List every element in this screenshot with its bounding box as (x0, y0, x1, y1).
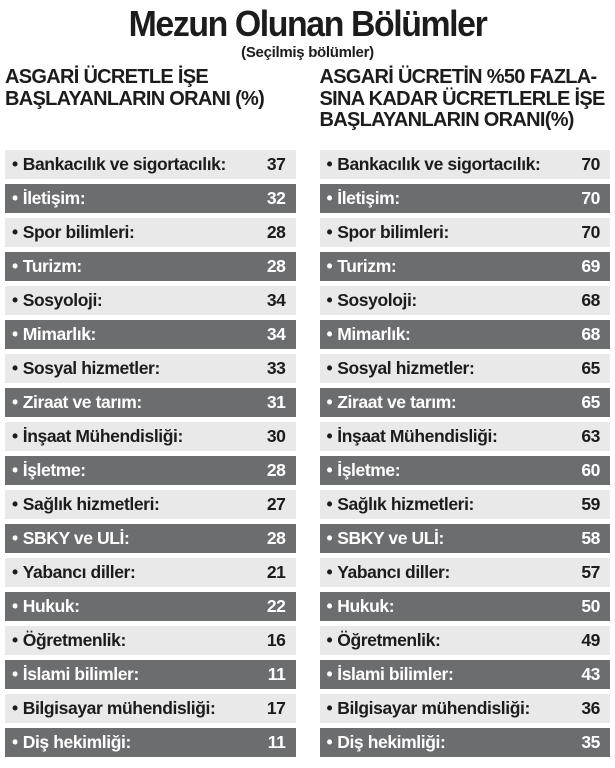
row-value: 63 (581, 426, 600, 446)
row-value: 11 (267, 664, 286, 684)
row-value: 57 (581, 562, 600, 582)
bullet-icon: • (12, 290, 18, 310)
row-value: 32 (266, 188, 286, 208)
bullet-icon: • (12, 528, 18, 548)
row-label: Sosyoloji: (337, 290, 417, 310)
row-label: Hukuk: (337, 596, 395, 616)
table-row (5, 524, 296, 553)
row-value: 17 (266, 698, 286, 718)
table-row (5, 320, 296, 349)
row-value: 34 (266, 324, 286, 344)
row-label: Ziraat ve tarım: (337, 392, 457, 412)
column-header-line: ASGARİ ÜCRETLE İŞE (5, 66, 208, 88)
table-row (5, 388, 296, 417)
bullet-icon: • (12, 562, 18, 582)
row-value: 58 (581, 528, 600, 548)
row-label: Sosyal hizmetler: (22, 358, 160, 378)
row-value: 11 (267, 732, 286, 752)
row-value: 28 (266, 222, 286, 242)
bullet-icon: • (326, 664, 333, 684)
bullet-icon: • (12, 698, 18, 718)
row-label: Diş hekimliği: (22, 732, 131, 752)
row-value: 70 (581, 188, 600, 208)
right-column (320, 66, 611, 762)
table-row (5, 660, 296, 689)
table-row (320, 456, 611, 485)
right-column-header (320, 66, 611, 150)
bullet-icon: • (12, 732, 18, 752)
bullet-icon: • (326, 732, 333, 752)
row-value: 36 (581, 698, 600, 718)
table-row (5, 422, 296, 451)
left-column-rows (5, 150, 296, 757)
row-value: 37 (266, 154, 286, 174)
row-label: Öğretmenlik: (337, 630, 441, 650)
table-row (320, 286, 611, 315)
right-column-rows (320, 150, 611, 757)
row-label: İnşaat Mühendisliği: (337, 426, 498, 446)
row-label: SBKY ve ULİ: (337, 528, 444, 548)
bullet-icon: • (12, 222, 18, 242)
row-value: 65 (581, 392, 600, 412)
table-row (320, 184, 611, 213)
left-column (5, 66, 296, 762)
bullet-icon: • (12, 188, 18, 208)
page-subtitle: (Seçilmiş bölümler) (241, 44, 374, 61)
row-value: 34 (266, 290, 286, 310)
table-row (320, 592, 611, 621)
row-value: 16 (266, 630, 286, 650)
row-label: Ziraat ve tarım: (22, 392, 142, 412)
row-label: Spor bilimleri: (22, 222, 135, 242)
table-row (320, 354, 611, 383)
table-row (5, 592, 296, 621)
table-columns (0, 66, 615, 762)
table-row (5, 626, 296, 655)
row-value: 69 (581, 256, 600, 276)
bullet-icon: • (12, 358, 18, 378)
row-value: 68 (581, 324, 600, 344)
table-row (320, 524, 611, 553)
bullet-icon: • (326, 460, 333, 480)
table-row (5, 252, 296, 281)
row-label: Yabancı diller: (337, 562, 450, 582)
table-row (5, 558, 296, 587)
bullet-icon: • (326, 324, 333, 344)
table-row (320, 218, 611, 247)
bullet-icon: • (326, 256, 333, 276)
row-label: Spor bilimleri: (337, 222, 449, 242)
row-label: Mimarlık: (22, 324, 96, 344)
row-value: 70 (581, 222, 600, 242)
row-value: 49 (581, 630, 600, 650)
table-row (320, 626, 611, 655)
bullet-icon: • (12, 460, 18, 480)
row-label: Mimarlık: (337, 324, 411, 344)
row-label: İslami bilimler: (337, 664, 454, 684)
bullet-icon: • (326, 426, 333, 446)
table-row (5, 150, 296, 179)
bullet-icon: • (12, 630, 18, 650)
row-value: 27 (266, 494, 286, 514)
row-value: 21 (266, 562, 286, 582)
row-label: İşletme: (22, 460, 86, 480)
row-label: İnşaat Mühendisliği: (22, 426, 183, 446)
row-label: İletişim: (337, 188, 400, 208)
bullet-icon: • (12, 596, 18, 616)
row-label: SBKY ve ULİ: (22, 528, 130, 548)
row-value: 60 (581, 460, 600, 480)
infographic (0, 4, 615, 768)
row-label: İletişim: (22, 188, 86, 208)
table-row (320, 252, 611, 281)
bullet-icon: • (326, 392, 333, 412)
table-row (320, 728, 611, 757)
row-value: 65 (581, 358, 600, 378)
row-label: Diş hekimliği: (337, 732, 446, 752)
bullet-icon: • (326, 698, 333, 718)
row-label: Sosyoloji: (22, 290, 103, 310)
row-value: 59 (581, 494, 600, 514)
column-header-line: ASGARİ ÜCRETİN %50 FAZLA- (319, 66, 597, 88)
bullet-icon: • (12, 392, 18, 412)
bullet-icon: • (12, 426, 18, 446)
row-value: 68 (581, 290, 600, 310)
row-label: Sağlık hizmetleri: (22, 494, 160, 514)
bullet-icon: • (326, 188, 333, 208)
row-label: Bilgisayar mühendisliği: (22, 698, 216, 718)
table-row (320, 320, 611, 349)
table-row (320, 490, 611, 519)
bullet-icon: • (12, 154, 18, 174)
table-row (5, 490, 296, 519)
row-label: Öğretmenlik: (22, 630, 126, 650)
column-header-line: BAŞLAYANLARIN ORANI(%) (319, 109, 574, 131)
bullet-icon: • (326, 528, 333, 548)
table-row (320, 660, 611, 689)
bullet-icon: • (326, 154, 333, 174)
left-column-header (5, 66, 296, 150)
row-label: Yabancı diller: (22, 562, 136, 582)
bullet-icon: • (12, 324, 18, 344)
bullet-icon: • (12, 256, 18, 276)
row-value: 50 (581, 596, 600, 616)
table-row (5, 456, 296, 485)
table-row (320, 150, 611, 179)
bullet-icon: • (326, 494, 333, 514)
table-row (5, 728, 296, 757)
table-row (5, 694, 296, 723)
table-row (320, 388, 611, 417)
column-header-line: BAŞLAYANLARIN ORANI (%) (5, 87, 265, 110)
row-value: 33 (266, 358, 286, 378)
bullet-icon: • (326, 596, 333, 616)
table-row (5, 184, 296, 213)
table-row (320, 694, 611, 723)
row-value: 28 (266, 256, 286, 276)
table-row (320, 422, 611, 451)
row-label: İslami bilimler: (22, 664, 139, 684)
row-value: 31 (266, 392, 286, 412)
bullet-icon: • (326, 562, 333, 582)
row-label: Hukuk: (22, 596, 80, 616)
table-row (5, 354, 296, 383)
row-label: Turizm: (22, 256, 82, 276)
bullet-icon: • (12, 664, 18, 684)
row-label: İşletme: (337, 460, 401, 480)
row-value: 70 (581, 154, 600, 174)
row-value: 35 (581, 732, 600, 752)
bullet-icon: • (326, 630, 333, 650)
table-row (5, 286, 296, 315)
row-label: Bankacılık ve sigortacılık: (337, 154, 541, 174)
row-label: Sosyal hizmetler: (337, 358, 475, 378)
row-label: Bankacılık ve sigortacılık: (22, 154, 226, 174)
row-label: Turizm: (337, 256, 397, 276)
row-value: 43 (581, 664, 600, 684)
page-title: Mezun Olunan Bölümler (128, 3, 487, 44)
table-row (5, 218, 296, 247)
row-value: 28 (266, 460, 286, 480)
row-label: Sağlık hizmetleri: (337, 494, 474, 514)
bullet-icon: • (326, 358, 333, 378)
row-value: 30 (266, 426, 286, 446)
table-row (320, 558, 611, 587)
row-value: 28 (266, 528, 286, 548)
row-value: 22 (266, 596, 286, 616)
column-header-line: SINA KADAR ÜCRETLERLE İŞE (319, 87, 605, 110)
row-label: Bilgisayar mühendisliği: (337, 698, 530, 718)
bullet-icon: • (12, 494, 18, 514)
bullet-icon: • (326, 222, 333, 242)
bullet-icon: • (326, 290, 333, 310)
